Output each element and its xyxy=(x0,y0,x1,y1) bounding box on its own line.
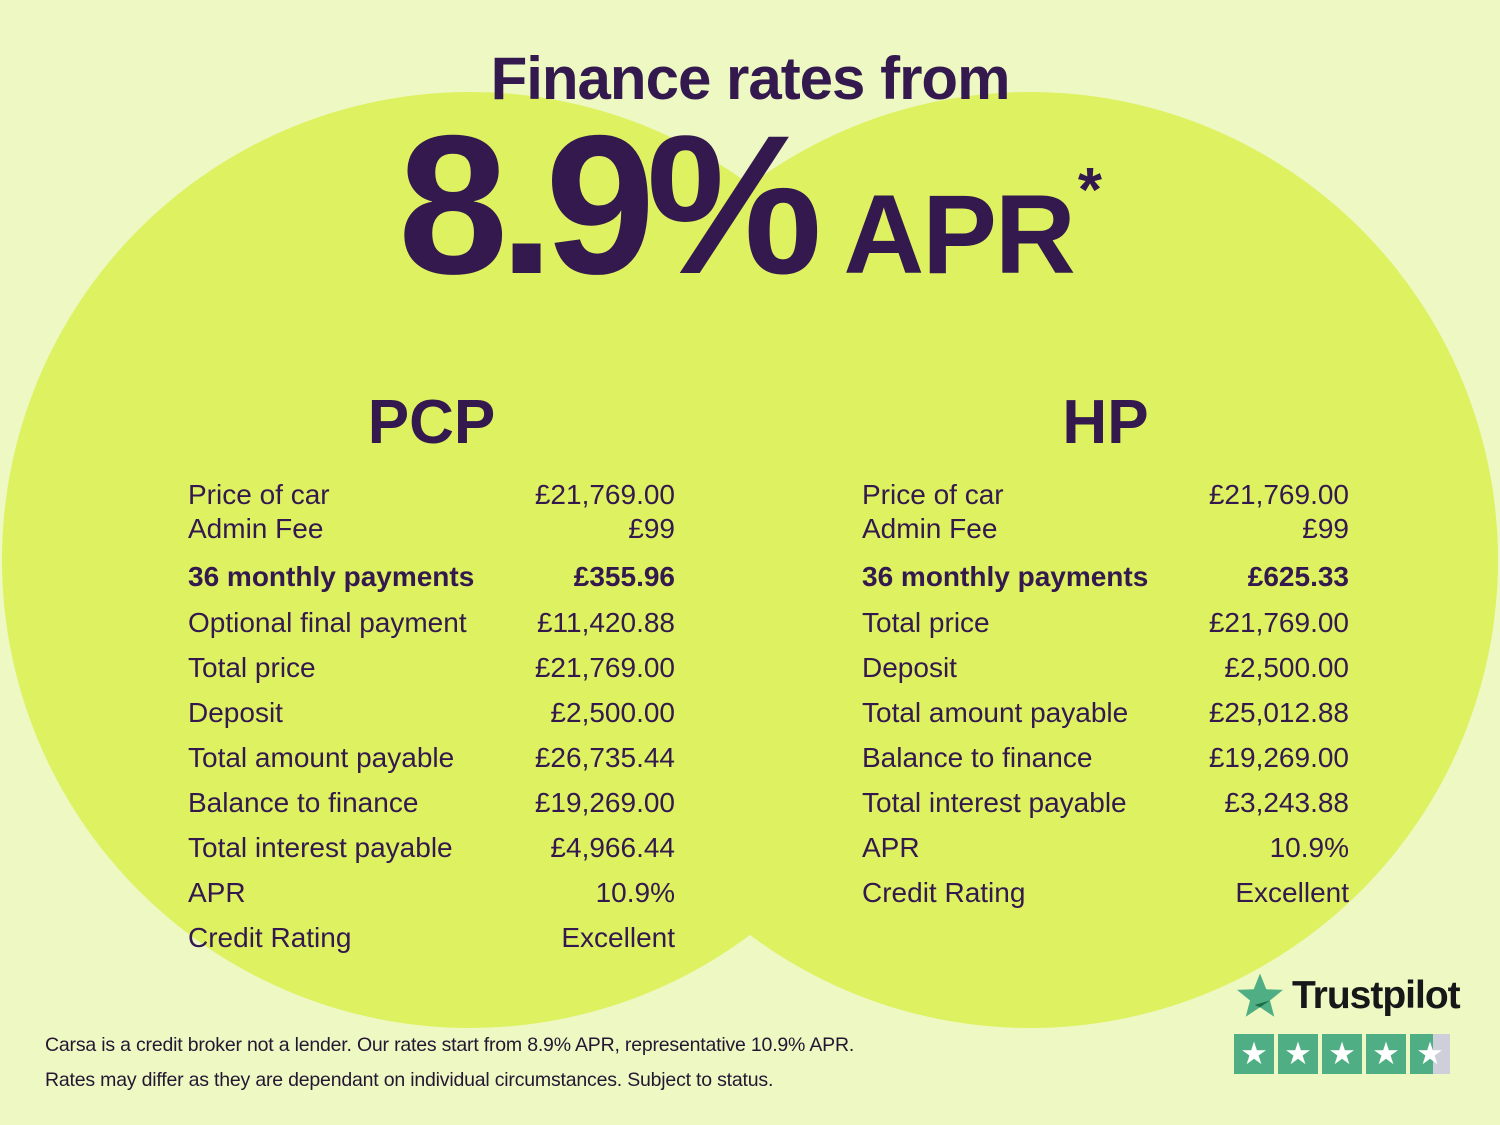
rating-star-box xyxy=(1278,1034,1318,1074)
table-row xyxy=(188,690,675,735)
table-row xyxy=(188,554,675,600)
star-icon: ★ xyxy=(1372,1036,1400,1072)
row-label: Total amount payable xyxy=(188,742,455,773)
row-value: £625.33 xyxy=(1247,561,1349,592)
table-row xyxy=(188,915,675,960)
table-row xyxy=(188,600,675,645)
star-icon: ★ xyxy=(1240,1036,1268,1072)
row-label: Credit Rating xyxy=(188,922,352,953)
row-label: Total price xyxy=(862,607,990,638)
hp-table xyxy=(862,388,1349,915)
row-label: Deposit xyxy=(188,697,283,728)
row-value: £21,769.00 xyxy=(534,479,675,510)
rating-star-box xyxy=(1322,1034,1362,1074)
row-label: Total price xyxy=(188,652,316,683)
star-icon: ★ xyxy=(1284,1036,1312,1072)
row-label: APR xyxy=(188,877,246,908)
hp-heading: HP xyxy=(1062,388,1149,457)
disclaimer xyxy=(45,1028,854,1098)
table-row xyxy=(862,870,1349,915)
rating-star-box-partial xyxy=(1410,1034,1450,1074)
row-value: £4,966.44 xyxy=(550,832,675,863)
row-label: Credit Rating xyxy=(862,877,1026,908)
row-value: £11,420.88 xyxy=(536,607,675,638)
row-label: Total amount payable xyxy=(862,697,1129,728)
disclaimer-line-2: Rates may differ as they are dependant on individual circumstances. Subject to status. xyxy=(45,1069,774,1091)
table-row xyxy=(862,645,1349,690)
row-value: £25,012.88 xyxy=(1208,697,1349,728)
trustpilot-header xyxy=(1234,970,1460,1022)
row-value: £99 xyxy=(1302,513,1349,544)
row-label: Deposit xyxy=(862,652,957,683)
headline-rate-suffix: APR xyxy=(843,172,1074,297)
row-label: Price of car xyxy=(188,479,330,510)
row-label: Balance to finance xyxy=(188,787,419,818)
table-row xyxy=(862,554,1349,600)
disclaimer-line-1: Carsa is a credit broker not a lender. Our rates start from 8.9% APR, representative 10.9% APR. xyxy=(45,1034,855,1056)
page-title: Finance rates from xyxy=(490,45,1010,112)
row-value: 10.9% xyxy=(595,877,675,908)
row-label: 36 monthly payments xyxy=(862,561,1149,592)
row-value: £2,500.00 xyxy=(1224,652,1349,683)
headline-rate-value: 8.9% xyxy=(398,94,814,315)
headline-rate xyxy=(0,94,1500,315)
row-value: £3,243.88 xyxy=(1224,787,1349,818)
table-row xyxy=(188,825,675,870)
headline-rate-asterisk: * xyxy=(1077,156,1102,225)
row-value: Excellent xyxy=(561,922,675,953)
row-label: Admin Fee xyxy=(862,513,998,544)
row-value: £19,269.00 xyxy=(1208,742,1349,773)
trustpilot-wordmark: Trustpilot xyxy=(1292,974,1460,1017)
table-row xyxy=(862,825,1349,870)
row-value: Excellent xyxy=(1235,877,1349,908)
row-value: £21,769.00 xyxy=(1208,479,1349,510)
rating-star-box xyxy=(1366,1034,1406,1074)
table-row xyxy=(862,600,1349,645)
row-label: Total interest payable xyxy=(862,787,1127,818)
table-row xyxy=(862,735,1349,780)
row-label: 36 monthly payments xyxy=(188,561,475,592)
row-label: Optional final payment xyxy=(188,607,467,638)
row-label: Balance to finance xyxy=(862,742,1093,773)
trustpilot-star-icon xyxy=(1234,970,1286,1022)
pcp-heading: PCP xyxy=(367,388,496,457)
row-value: 10.9% xyxy=(1269,832,1349,863)
trustpilot-logo xyxy=(1234,970,1460,1074)
star-icon: ★ xyxy=(1328,1036,1356,1072)
table-row xyxy=(862,780,1349,825)
row-value: £21,769.00 xyxy=(1208,607,1349,638)
row-value: £355.96 xyxy=(573,561,675,592)
row-label: APR xyxy=(862,832,920,863)
star-icon: ★ xyxy=(1416,1036,1444,1072)
row-value: £99 xyxy=(628,513,675,544)
table-row xyxy=(862,478,1349,512)
row-value: £2,500.00 xyxy=(550,697,675,728)
table-row xyxy=(188,478,675,512)
row-label: Admin Fee xyxy=(188,513,324,544)
table-row xyxy=(862,690,1349,735)
row-value: £19,269.00 xyxy=(534,787,675,818)
table-row xyxy=(188,735,675,780)
row-label: Total interest payable xyxy=(188,832,453,863)
table-row xyxy=(862,512,1349,546)
pcp-table xyxy=(188,388,675,960)
table-row xyxy=(188,512,675,546)
row-value: £21,769.00 xyxy=(534,652,675,683)
trustpilot-rating-stars xyxy=(1234,1034,1450,1074)
rating-star-box xyxy=(1234,1034,1274,1074)
row-label: Price of car xyxy=(862,479,1004,510)
table-row xyxy=(188,780,675,825)
table-row xyxy=(188,645,675,690)
table-row xyxy=(188,870,675,915)
row-value: £26,735.44 xyxy=(534,742,675,773)
